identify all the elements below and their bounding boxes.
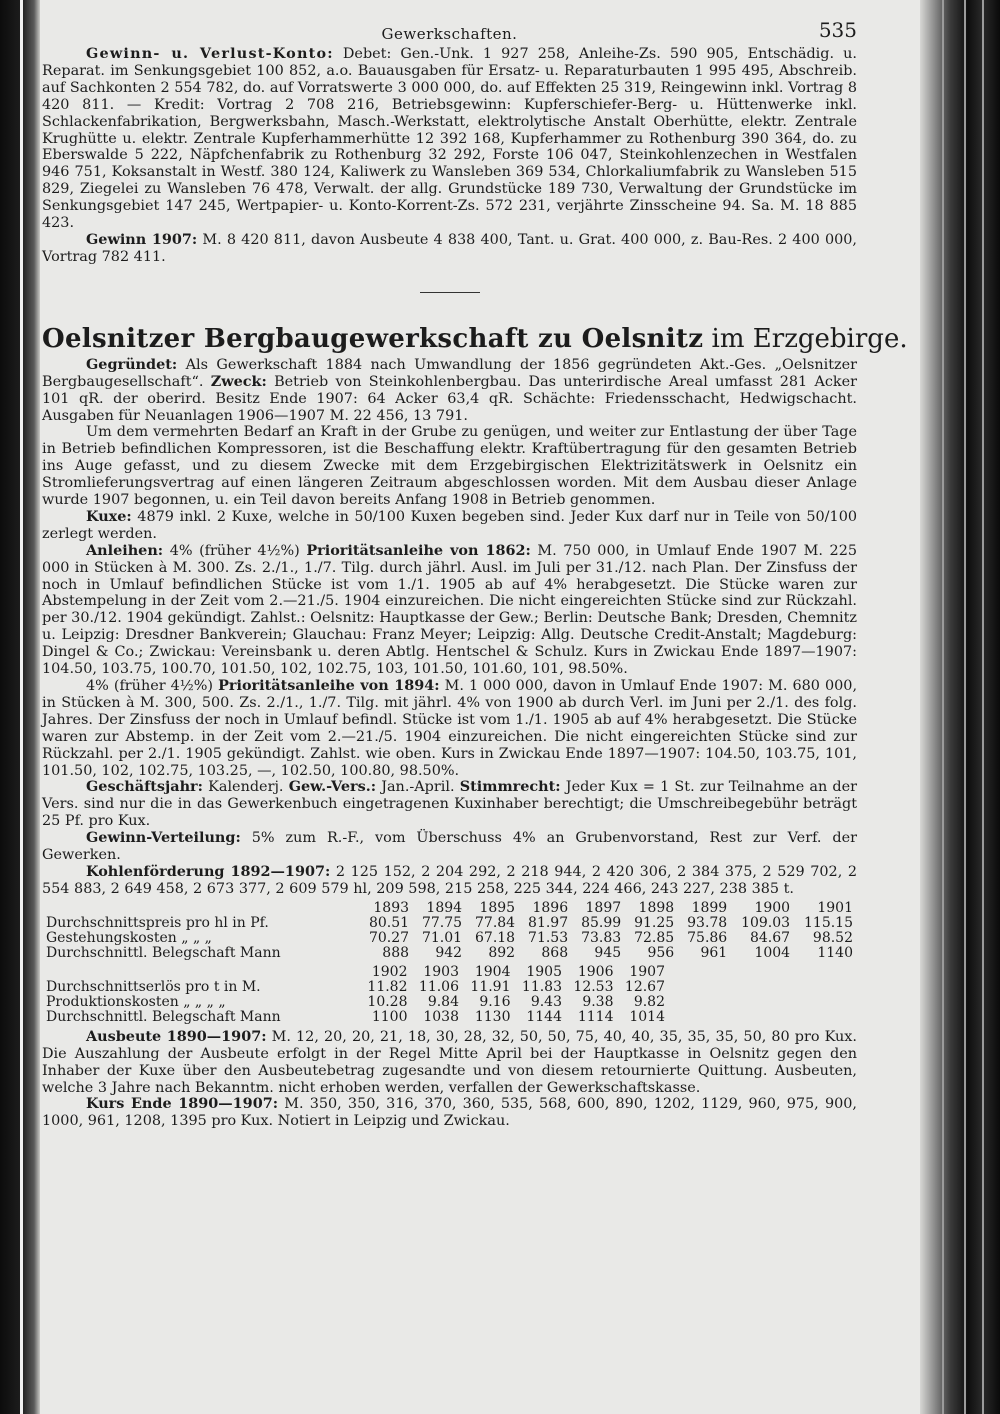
table-cell: 80.51 bbox=[368, 914, 410, 931]
gj-text: Kalenderj. bbox=[208, 779, 284, 796]
table-row bbox=[42, 931, 857, 946]
year-cell: 1906 bbox=[577, 963, 614, 980]
table-cell: 85.99 bbox=[581, 914, 622, 931]
page-content bbox=[42, 18, 908, 1130]
anleihe-1894-rate: 4% (früher 4½%) bbox=[86, 678, 214, 694]
edge-line bbox=[942, 0, 944, 1414]
ausbeute-paragraph bbox=[42, 1029, 857, 1097]
table-cell: 1130 bbox=[474, 1008, 511, 1025]
stimmrecht-label: Stimmrecht: bbox=[459, 778, 561, 796]
founding-paragraph bbox=[42, 357, 857, 425]
table-row bbox=[42, 995, 857, 1010]
table-cell: 77.84 bbox=[475, 914, 516, 931]
table-cell: 71.01 bbox=[421, 929, 463, 946]
year-cell: 1899 bbox=[691, 899, 728, 916]
table-cell: 77.75 bbox=[421, 914, 463, 931]
table-cell: 70.27 bbox=[368, 929, 410, 946]
entry-title-main: Oelsnitzer Bergbaugewerkschaft zu Oelsnitz bbox=[42, 323, 704, 354]
kurs-text: M. 350, 350, 316, 370, 360, 535, 568, 600, 890, 1202, 1129, 960, 975, 900, 1000, 961, 1208, 1395 pro Kux. Notiert in Leipzig und Zwickau. bbox=[42, 1096, 857, 1130]
table-cell: 1014 bbox=[629, 1008, 665, 1025]
previous-entry-konto bbox=[42, 46, 857, 232]
table-cell: 67.18 bbox=[475, 929, 516, 946]
table-cell: 9.84 bbox=[427, 993, 459, 1010]
gewinn-text: M. 8 420 811, davon Ausbeute 4 838 400, Tant. u. Grat. 400 000, z. Bau-Res. 2 400 000, Vortrag 782 411. bbox=[42, 231, 857, 265]
kurs-paragraph bbox=[42, 1096, 857, 1130]
table-header-row bbox=[42, 965, 857, 980]
konto-text: Debet: Gen.-Unk. 1 927 258, Anleihe-Zs. 590 905, Entschädig. u. Reparat. im Senkungsgebiet 100 852, a.o. Bauausgaben für Ersatz- u. Reparaturbauten 1 995 495, Abschreib. auf Sachkonten 2 554 782, do. auf Vorratswerte 3 000 000, do. auf Effekten 25 319, Reingewinn inkl. Vortrag 8 420 811. — Kredit: Vortrag 2 708 216, Betriebsgewinn: Kupferschiefer-Berg- u. Hüttenwerke inkl. Schlackenfabrikation, Bergwerksbahn, Masch.-Werkstatt, elektrolytische Anstalt Oberhütte, elektr. Zentrale Krughütte u. elektr. Zentrale Kupferhammerhütte 12 392 168, Kupferhammer zu Rothenburg 390 364, do. zu Eberswalde 5 222, Näpfchenfabrik zu Rothenburg 32 292, Forste 106 047, Steinkohlenzechen in Westfalen 946 751, Koksanstalt in Westf. 380 124, Kaliwerk zu Wansleben 369 534, Chlorkaliumfabrik zu Wansleben 515 829, Ziegelei zu Wansleben 76 478, Verwalt. der allg. Grundstücke 189 730, Verwaltung der Grundstücke im Senkungsgebiet 147 245, Wertpapier- u. Konto-Korrent-Zs. 572 231, verjährte Zinsscheine 94. Sa. M. 18 885 423. bbox=[42, 46, 858, 232]
stats-table-1893-1901 bbox=[42, 901, 857, 961]
kuxe-paragraph bbox=[42, 509, 857, 543]
anleihe-1862-label: Prioritätsanleihe von 1862: bbox=[306, 541, 531, 559]
table-cell: 942 bbox=[435, 944, 463, 961]
table-spacer bbox=[669, 980, 857, 995]
kuxe-text: 4879 inkl. 2 Kuxe, welche in 50/100 Kuxen begeben sind. Jeder Kux darf nur in Teile von 50/100 zerlegt werden. bbox=[42, 508, 858, 542]
anleihe-1862-text: M. 750 000, in Umlauf Ende 1907 M. 225 000 in Stücken à M. 300. Zs. 2./1., 1./7. Tilg. durch jährl. Ausl. im Juli per 31./12. nach Plan. Der Zinsfuss der noch in Umlauf befindlichen Stücke ist vom 1./1. 1905 ab auf 4% herabgesetzt. Die Stücke waren zur Abstempelung in der Zeit vom 2.—21./5. 1904 einzureichen. Die nicht eingereichten Stücke sind zur Rückzahl. per 30./12. 1904 gekündigt. Zahlst.: Oelsnitz: Hauptkasse der Gew.; Berlin: Deutsche Bank; Dresden, Chemnitz u. Leipzig: Dresdner Bankverein; Glauchau: Franz Meyer; Leipzig: Allg. Deutsche Credit-Anstalt; Magdeburg: Dingel & Co.; Zwickau: Vereinsbank u. deren Abtlg. Hentschel & Schulz. Kurs in Zwickau Ende 1897—1907: 104.50, 103.75, 100.70, 101.50, 102, 102.75, 103, 101.50, 101.60, 101, 98.50%. bbox=[42, 542, 858, 678]
spine-line bbox=[20, 0, 23, 1414]
table-row bbox=[42, 980, 857, 995]
table-cell: 11.82 bbox=[367, 978, 408, 995]
anleihe-1894-text: M. 1 000 000, davon in Umlauf Ende 1907: M. 680 000, in Stücken à M. 300, 500. Zs. 2./1., 1./7. Tilg. mit jährl. 4% von 1900 ab durch Verl. im Juni per 2./1. des folg. Jahres. Der Zinsfuss der noch in Umlauf befindl. Stücke ist vom 1./1. 1905 ab auf 4% herabgesetzt. Die Stücke waren zur Abstemp. in der Zeit vom 2.—21./5. 1904 einzureichen. Die nicht eingereichten Stücke sind zur Rückzahl. per 2./1. 1905 gekündigt. Zahlst. wie oben. Kurs in Zwickau Ende 1897—1907: 104.50, 103.75, 101, 101.50, 102, 102.75, 103.25, —, 102.50, 100.80, 98.50%. bbox=[42, 678, 858, 779]
table-cell: 956 bbox=[647, 944, 675, 961]
year-cell: 1904 bbox=[474, 963, 511, 980]
table-row bbox=[42, 1010, 857, 1025]
table-cell: 9.38 bbox=[582, 993, 614, 1010]
gwv-text: 5% zum R.-F., vom Überschuss 4% an Grubenvorstand, Rest zur Verf. der Gewerken. bbox=[42, 830, 858, 864]
table-cell: 11.06 bbox=[418, 978, 459, 995]
year-cell: 1901 bbox=[817, 899, 853, 916]
edge-line bbox=[982, 0, 984, 1414]
gj-label: Geschäftsjahr: bbox=[86, 778, 203, 796]
table-cell: 868 bbox=[541, 944, 569, 961]
table-cell: 1144 bbox=[526, 1008, 562, 1025]
power-paragraph: Um dem vermehrten Bedarf an Kraft in der Grube zu genügen, und weiter zur Entlastung der über Tage in Betrieb befindlichen Kompressoren, ist die Beschaffung elektr. Kraftübertragung für den gesamten Betrieb ins Auge gefasst, und zu diesem Zwecke mit dem Erzgebirgischen Elektrizitätswerk in Oelsnitz ein Stromlieferungsvertrag auf einen längeren Zeitraum abgeschlossen worden. Mit dem Ausbau dieser Anlage wurde 1907 begonnen, u. ein Teil davon bereits Anfang 1908 in Betrieb genommen. bbox=[42, 424, 857, 509]
year-cell: 1902 bbox=[371, 963, 408, 980]
year-cell: 1905 bbox=[526, 963, 562, 980]
table-cell: 72.85 bbox=[634, 929, 675, 946]
year-cell: 1907 bbox=[629, 963, 665, 980]
table-cell: 892 bbox=[488, 944, 516, 961]
entry-title bbox=[42, 323, 908, 354]
table-spacer bbox=[669, 995, 857, 1010]
table-header-row bbox=[42, 901, 857, 916]
year-cell: 1893 bbox=[373, 899, 410, 916]
gv-text: Jan.-April. bbox=[381, 779, 455, 796]
zweck-text: Betrieb von Steinkohlenbergbau. Das unterirdische Areal umfasst 281 Acker 101 qR. der oberird. Besitz Ende 1907: 64 Acker 63,4 qR. Schächte: Friedensschacht, Hedwigschacht. Ausgaben für Neuanlagen 1906—1907 M. 22 456, 13 791. bbox=[42, 373, 858, 424]
anleihe-1862-paragraph bbox=[42, 543, 857, 678]
anleihen-rate: 4% (früher 4½%) bbox=[169, 542, 300, 559]
kf-text: 2 125 152, 2 204 292, 2 218 944, 2 420 306, 2 384 375, 2 529 702, 2 554 883, 2 649 458, 2 673 377, 2 609 579 hl, 209 598, 215 258, 225 344, 224 466, 243 227, 238 385 t. bbox=[42, 863, 857, 897]
table-cell: 888 bbox=[382, 944, 410, 961]
row-label: Durchschnittl. Belegschaft Mann bbox=[46, 944, 281, 961]
table-cell: 961 bbox=[700, 944, 728, 961]
table-cell: 115.15 bbox=[804, 914, 853, 931]
table-cell: 1140 bbox=[817, 944, 853, 961]
stimmrecht-text: Jeder Kux = 1 St. zur Teilnahme an der Vers. sind nur die in das Gewerkenbuch eingetragenen Kuxinhaber berechtigt; die Umschreibegebühr beträgt 25 Pf. pro Kux. bbox=[42, 779, 858, 830]
table-cell: 1004 bbox=[754, 944, 791, 961]
table-spacer bbox=[669, 965, 857, 980]
kf-label: Kohlenförderung 1892—1907: bbox=[86, 862, 331, 880]
row-label: Gestehungskosten „ „ „ bbox=[46, 929, 212, 946]
kohlenfoerderung-paragraph bbox=[42, 864, 857, 898]
gv-label: Gew.-Vers.: bbox=[288, 778, 377, 796]
running-title: Gewerkschaften. bbox=[381, 25, 518, 43]
year-cell: 1895 bbox=[479, 899, 516, 916]
gegruendet-label: Gegründet: bbox=[86, 355, 178, 373]
table-cell: 9.82 bbox=[633, 993, 665, 1010]
table-cell: 12.53 bbox=[573, 978, 614, 995]
table-cell: 1100 bbox=[371, 1008, 408, 1025]
edge-line bbox=[964, 0, 966, 1414]
year-cell: 1900 bbox=[754, 899, 791, 916]
table-cell: 109.03 bbox=[741, 914, 791, 931]
entry-title-suffix: im Erzgebirge. bbox=[711, 323, 908, 354]
table-cell: 945 bbox=[594, 944, 622, 961]
table-cell: 75.86 bbox=[687, 929, 728, 946]
anleihen-label: Anleihen: bbox=[86, 541, 164, 559]
gewinnverteilung-paragraph bbox=[42, 830, 857, 864]
table-cell: 1114 bbox=[577, 1008, 614, 1025]
section-divider bbox=[420, 292, 480, 293]
gwv-label: Gewinn-Verteilung: bbox=[86, 829, 241, 847]
year-cell: 1896 bbox=[532, 899, 569, 916]
table-cell: 11.83 bbox=[521, 978, 562, 995]
stats-table-1902-1907 bbox=[42, 965, 857, 1025]
table-cell: 91.25 bbox=[634, 914, 675, 931]
running-header bbox=[42, 20, 857, 46]
row-label: Durchschnittspreis pro hl in Pf. bbox=[46, 914, 269, 931]
table-cell: 93.78 bbox=[687, 914, 728, 931]
gewinn-label: Gewinn 1907: bbox=[86, 230, 198, 248]
previous-entry-gewinn bbox=[42, 232, 857, 266]
row-label: Durchschnittserlös pro t in M. bbox=[46, 978, 261, 995]
konto-label: Gewinn- u. Verlust-Konto: bbox=[86, 45, 334, 62]
ausbeute-label: Ausbeute 1890—1907: bbox=[86, 1027, 267, 1045]
year-cell: 1894 bbox=[426, 899, 463, 916]
year-cell: 1897 bbox=[585, 899, 622, 916]
page-number: 535 bbox=[818, 18, 857, 42]
table-row bbox=[42, 946, 857, 961]
anleihe-1894-paragraph bbox=[42, 678, 857, 779]
kuxe-label: Kuxe: bbox=[86, 507, 132, 525]
anleihe-1894-label: Prioritätsanleihe von 1894: bbox=[218, 677, 440, 694]
kurs-label: Kurs Ende 1890—1907: bbox=[86, 1095, 279, 1113]
zweck-label: Zweck: bbox=[210, 372, 267, 390]
table-cell: 9.16 bbox=[479, 993, 511, 1010]
table-header-blank bbox=[42, 965, 360, 980]
gegruendet-text: Als Gewerkschaft 1884 nach Umwandlung der 1856 gegründeten Akt.-Ges. „Oelsnitzer Bergbaugesellschaft“. bbox=[42, 356, 857, 390]
table-cell: 11.91 bbox=[470, 978, 511, 995]
table-header-blank bbox=[42, 901, 360, 916]
table-cell: 9.43 bbox=[530, 993, 562, 1010]
year-cell: 1898 bbox=[638, 899, 675, 916]
table-spacer bbox=[669, 1010, 857, 1025]
table-cell: 12.67 bbox=[624, 978, 665, 995]
table-cell: 98.52 bbox=[812, 929, 853, 946]
row-label: Produktionskosten „ „ „ „ bbox=[46, 993, 226, 1010]
book-spine-shadow bbox=[0, 0, 40, 1414]
table-cell: 10.28 bbox=[367, 993, 408, 1010]
table-cell: 81.97 bbox=[528, 914, 569, 931]
table-cell: 1038 bbox=[423, 1008, 459, 1025]
table-cell: 71.53 bbox=[528, 929, 569, 946]
row-label: Durchschnittl. Belegschaft Mann bbox=[46, 1008, 281, 1025]
geschaeftsjahr-paragraph bbox=[42, 779, 857, 830]
table-cell: 73.83 bbox=[581, 929, 622, 946]
year-cell: 1903 bbox=[423, 963, 459, 980]
ausbeute-text: M. 12, 20, 20, 21, 18, 30, 28, 32, 50, 50, 75, 40, 40, 35, 35, 35, 50, 80 pro Kux. Die Auszahlung der Ausbeute erfolgt in der Regel Mitte April bei der Hauptkasse in Oelsnitz gegen den Inhaber der Kuxe über den Ausbeutebetrag zugesandte und von diesem retournierte Quittung. Ausbeuten, welche 3 Jahre nach Bekanntm. nicht erhoben werden, verfallen der Gewerkschaftskasse. bbox=[42, 1028, 857, 1096]
page-edge-shadow bbox=[920, 0, 1000, 1414]
table-cell: 84.67 bbox=[749, 929, 791, 946]
table-row bbox=[42, 916, 857, 931]
